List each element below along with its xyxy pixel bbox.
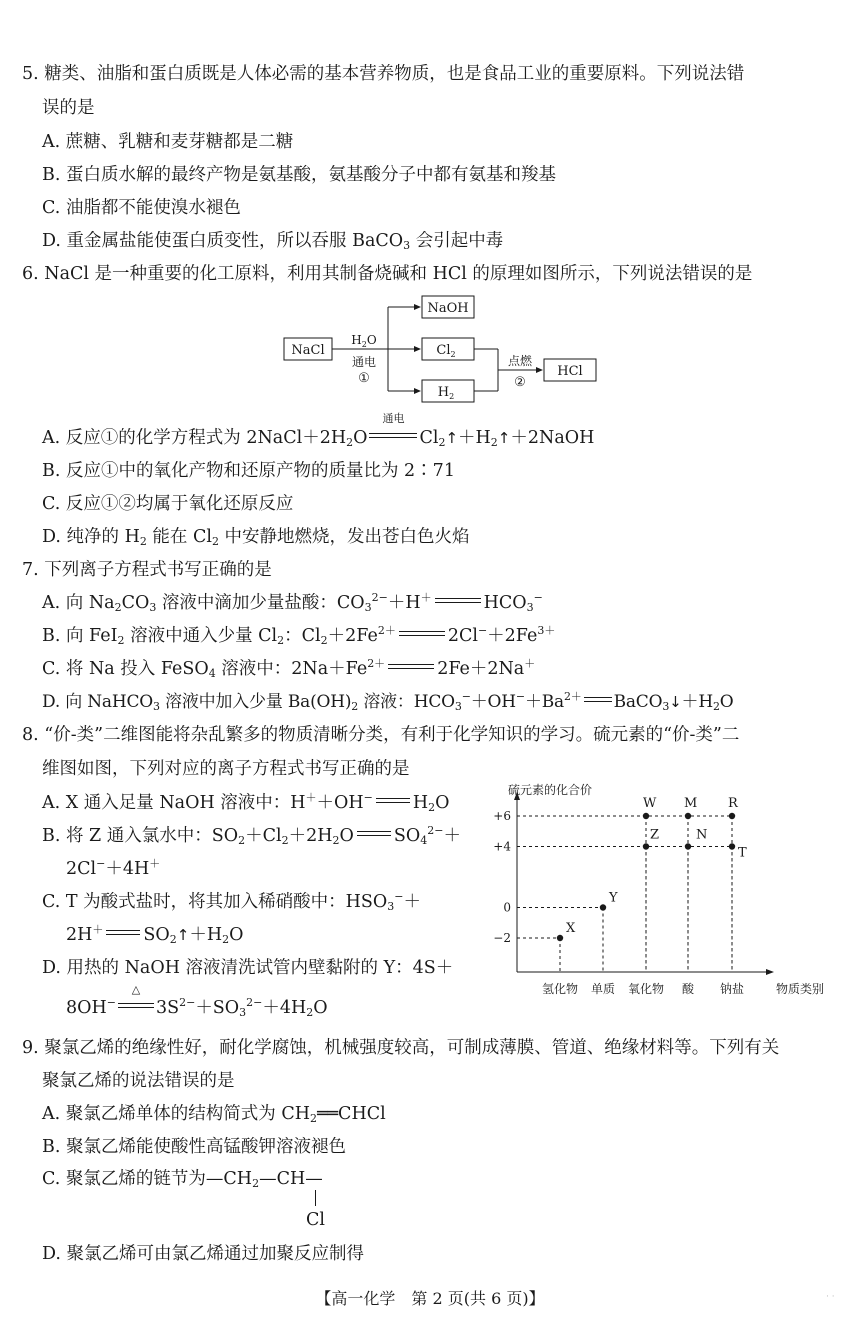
point-M [685,813,691,819]
q5-stem-cont: 误的是 [42,98,95,118]
label-cl2: $Cl_2$ [436,343,456,359]
y-tick-label: 0 [503,900,511,915]
label-h2: $H_2$ [437,385,455,401]
point-T [729,843,735,849]
q5-option-c: C. 油脂都不能使溴水褪色 [42,198,241,218]
point-N [685,843,691,849]
point-label-N: N [696,827,708,843]
q6-option-a: A. 反应①的化学方程式为 $2NaCl+2H_2O$ 通电 $Cl_2↑+H_2↑+2NaOH$ [42,412,595,449]
point-Z [643,843,649,849]
q8-option-c-cont: 2H＋ $SO_2↑+H_2O$ [66,923,244,946]
point-label-Z: Z [650,827,660,843]
q7-option-a: A. 向 $Na_2CO_3$ 溶液中滴加少量盐酸：$CO_3^{2-}+H^+$ $HCO_3^-$ [42,591,543,614]
label-nacl: NaCl [291,343,325,358]
label-step1: ① [358,371,370,386]
point-R [729,813,735,819]
x-category-label: 氢化物 [541,982,579,996]
q8-option-d: D. 用热的 NaOH 溶液清洗试管内壁黏附的 Y：4S＋ [42,958,454,978]
q6-process-diagram [280,292,610,412]
q6-option-d: D. 纯净的 $H_2$ 能在 $Cl_2$ 中安静地燃烧，发出苍白色火焰 [42,527,470,548]
q9-option-a: A. 聚氯乙烯单体的结构简式为 $CH_2══CHCl$ [42,1104,386,1125]
q8-stem-cont: 维图如图，下列对应的离子方程式书写正确的是 [42,759,410,779]
q7-option-d: D. 向 NaHCO$_3$ 溶液中加入少量 $Ba(OH)_2$ 溶液：$HCO_3^-+OH^-+Ba^{2+}$ $BaCO_3↓+H_2O$ [42,690,734,713]
q9-stem: 9. 聚氯乙烯的绝缘性好，耐化学腐蚀，机械强度较高，可制成薄膜、管道、绝缘材料等。下列有关 [22,1038,780,1058]
x-category-label: 单质 [590,982,616,996]
label-ignite: 点燃 [507,354,533,368]
label-electrolysis: 通电 [351,355,377,369]
q6-option-b: B. 反应①中的氧化产物和还原产物的质量比为 2∶71 [42,461,455,481]
x-axis-label: 物质类别 [776,982,825,996]
label-step2: ② [514,375,526,390]
q7-stem: 7. 下列离子方程式书写正确的是 [22,560,272,580]
page-footer: 【高一化学 第 2 页(共 6 页)】 [315,1289,545,1308]
q8-stem: 8. “价-类”二维图能将杂乱繁多的物质清晰分类，有利于化学知识的学习。硫元素的“价-类”二 [22,725,740,745]
q6-stem: 6. NaCl 是一种重要的化工原料，利用其制备烧碱和 HCl 的原理如图所示，下列说法错误的是 [22,264,753,284]
label-h2o: $H_2O$ [351,333,377,349]
q5-option-b: B. 蛋白质水解的最终产物是氨基酸，氨基酸分子中都有氨基和羧基 [42,165,556,185]
point-W [643,813,649,819]
point-X [557,935,563,941]
corner-mark: · · [826,1292,835,1302]
point-label-R: R [728,796,738,811]
q7-option-c: C. 将 Na 投入 FeSO$_4$ 溶液中：$2Na+Fe^{2+}$ 2Fe＋2Na＋ [42,657,536,680]
q9-option-d: D. 聚氯乙烯可由氯乙烯通过加聚反应制得 [42,1244,365,1264]
q9-stem-cont: 聚氯乙烯的说法错误的是 [42,1071,235,1091]
q5-stem: 5. 糖类、油脂和蛋白质既是人体必需的基本营养物质，也是食品工业的重要原料。下列说法错 [22,64,745,84]
chlorine-substituent: Cl [306,1210,325,1230]
q5-option-d: D. 重金属盐能使蛋白质变性，所以吞服 BaCO$_3$ 会引起中毒 [42,231,504,252]
q8-option-a: A. X 通入足量 NaOH 溶液中：H＋＋OH− $H_2O$ [42,791,450,814]
y-tick-label: +4 [493,839,511,854]
x-category-label: 钠盐 [719,982,745,996]
point-label-W: W [643,796,657,811]
chlorine-bond [315,1190,316,1206]
sulfur-valence-chart [490,780,845,1000]
q6-option-c: C. 反应①②均属于氧化还原反应 [42,494,294,514]
point-label-T: T [738,845,747,861]
repeat-unit: $—CH_2—CH—$ [205,1169,323,1190]
label-naoh: NaOH [427,301,469,316]
q8-option-d-cont: 8OH− △ $3S^{2-}+SO_3^{2-}+4H_2O$ [66,983,328,1019]
q9-option-b: B. 聚氯乙烯能使酸性高锰酸钾溶液褪色 [42,1137,346,1157]
q9-option-c: C. 聚氯乙烯的链节为$—CH_2—CH—$ [42,1169,323,1190]
point-label-X: X [566,921,576,936]
q5-option-a: A. 蔗糖、乳糖和麦芽糖都是二糖 [42,132,294,152]
label-hcl: HCl [557,364,583,379]
x-category-label: 氧化物 [627,982,665,996]
y-axis-label: 硫元素的化合价 [508,783,593,797]
q8-option-b: B. 将 Z 通入氯水中：$SO_2+Cl_2+2H_2O$ $SO_4^{2-}+$ [42,824,461,847]
point-label-Y: Y [609,890,618,906]
q8-option-c: C. T 为酸式盐时，将其加入稀硝酸中：$HSO_3^-+$ [42,890,421,913]
q8-option-b-cont: 2Cl−＋4H＋ [66,857,161,879]
y-tick-label: −2 [493,931,511,945]
point-Y [600,904,606,910]
y-tick-label: +6 [493,809,511,823]
q7-option-b: B. 向 FeI$_2$ 溶液中通入少量 $Cl_2$：$Cl_2+2Fe^{2+}$ $2Cl^-+2Fe^{3+}$ [42,624,556,647]
x-category-label: 酸 [681,982,695,996]
point-label-M: M [684,796,698,811]
